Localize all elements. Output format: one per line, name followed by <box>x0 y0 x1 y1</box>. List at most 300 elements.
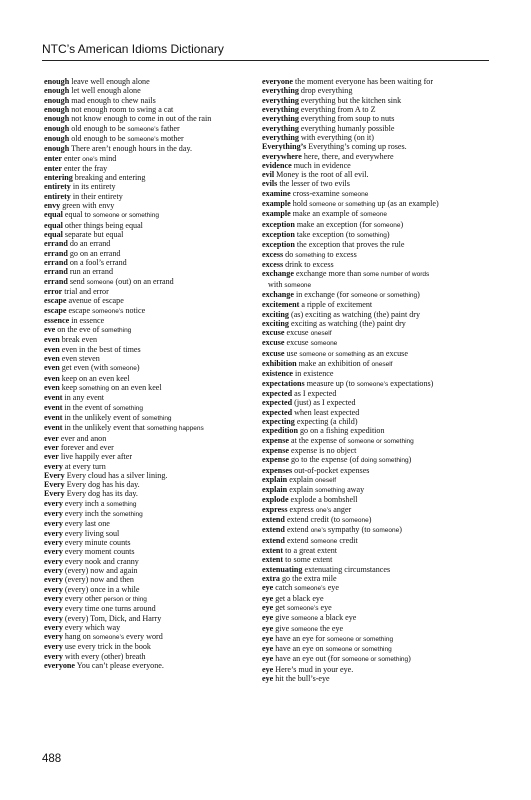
entry-placeholder: some number of words <box>363 271 430 279</box>
entry-keyword: expected <box>262 398 293 408</box>
entry-keyword: excess <box>262 249 284 259</box>
index-entry <box>44 471 256 480</box>
index-entry <box>44 393 256 402</box>
entry-placeholder: doing something <box>360 457 409 465</box>
entry-placeholder: something <box>79 385 110 392</box>
entry-phrase: measure up (to <box>304 378 357 388</box>
entry-keyword: enough <box>44 95 70 105</box>
entry-keyword: every <box>44 584 63 594</box>
index-entry <box>262 654 488 664</box>
entry-keyword: excuse <box>262 338 285 348</box>
entry-phrase: run an errand <box>67 267 113 277</box>
entry-placeholder: something <box>113 404 144 412</box>
entry-keyword: every <box>44 509 63 519</box>
entry-phrase: equal to <box>62 210 93 220</box>
entry-phrase: every minute counts <box>62 538 131 547</box>
index-entry-continuation <box>262 280 488 290</box>
entry-placeholder: someone’s <box>92 634 125 642</box>
entry-keyword: even <box>44 335 60 345</box>
entry-phrase: not enough room to swing a cat <box>69 104 174 114</box>
index-entry <box>262 525 488 535</box>
entry-phrase: extend credit (to <box>284 515 343 525</box>
index-entry <box>44 192 256 201</box>
entry-phrase: drink to excess <box>283 259 334 269</box>
entry-keyword: enter <box>44 153 62 163</box>
entry-phrase: enter <box>61 153 83 163</box>
index-entry <box>44 345 256 354</box>
entry-keyword: every <box>44 593 63 603</box>
entry-keyword: example <box>262 209 291 219</box>
entry-phrase: in their entirety <box>70 191 123 201</box>
entry-keyword: exception <box>262 230 295 239</box>
index-entry <box>262 495 488 504</box>
index-entry <box>262 644 488 654</box>
index-entry <box>262 624 488 634</box>
index-entry <box>44 538 256 547</box>
index-entry <box>44 423 256 433</box>
index-entry <box>262 515 488 525</box>
index-entry <box>262 96 488 105</box>
entry-placeholder: something <box>295 251 326 259</box>
entry-keyword: every <box>44 556 63 566</box>
entry-keyword: escape <box>44 296 67 306</box>
entry-phrase: green with envy <box>60 201 115 211</box>
entry-phrase: Everything’s coming up roses. <box>306 142 407 152</box>
index-entry <box>262 124 488 133</box>
entry-phrase: mad enough to chew nails <box>69 95 156 105</box>
entry-keyword: error <box>44 286 63 296</box>
index-entry <box>262 603 488 613</box>
entry-phrase: get even (with <box>59 363 111 373</box>
entry-phrase: do an errand <box>67 239 111 249</box>
index-entry <box>44 566 256 575</box>
entry-phrase: hit the bull’s-eye <box>273 674 330 684</box>
index-entry <box>44 632 256 642</box>
index-entry <box>262 398 488 407</box>
entry-keyword: ever <box>44 452 59 462</box>
entry-keyword: every <box>44 622 63 632</box>
index-entry <box>262 220 488 230</box>
entry-phrase: up (as an example) <box>375 199 439 209</box>
entry-phrase: Every cloud has a silver lining. <box>64 470 168 480</box>
index-entry <box>262 310 488 319</box>
index-entry <box>44 105 256 114</box>
entry-phrase: with <box>268 279 285 289</box>
entry-keyword: evil <box>262 170 275 180</box>
entry-phrase: use <box>284 348 300 358</box>
entry-keyword: everyone <box>262 77 294 86</box>
entry-phrase: everything humanly possible <box>298 123 395 133</box>
entry-phrase: avenue of escape <box>66 296 124 306</box>
entry-phrase: leave well enough alone <box>69 77 150 86</box>
entry-keyword: even <box>44 354 60 364</box>
entry-placeholder: someone <box>310 537 338 545</box>
index-entry <box>44 575 256 584</box>
entry-phrase: do <box>283 249 296 259</box>
entry-phrase: even steven <box>59 354 100 364</box>
index-entry <box>262 133 488 142</box>
index-entry <box>262 209 488 219</box>
index-entry <box>44 306 256 316</box>
entry-keyword: errand <box>44 276 68 286</box>
entry-keyword: eye <box>262 644 274 654</box>
left-column <box>44 77 256 670</box>
entry-phrase: when least expected <box>292 407 360 417</box>
entry-placeholder: someone <box>360 211 387 219</box>
index-entry <box>262 505 488 515</box>
entry-keyword: Everything’s <box>262 142 307 152</box>
index-entry <box>262 536 488 546</box>
entry-keyword: eye <box>262 623 274 633</box>
index-entry <box>262 114 488 123</box>
entry-placeholder: someone <box>291 625 318 633</box>
index-entry <box>44 403 256 413</box>
index-entry <box>44 443 256 452</box>
entry-phrase: ever and anon <box>58 433 107 443</box>
index-entry <box>262 555 488 564</box>
entry-phrase: in the unlikely event that <box>62 423 147 433</box>
entry-keyword: eye <box>262 613 274 623</box>
entry-phrase: sympathy (to <box>325 525 373 535</box>
entry-keyword: event <box>44 393 63 403</box>
entry-keyword: event <box>44 412 63 422</box>
index-entry <box>44 258 256 267</box>
index-entry <box>262 240 488 249</box>
entry-placeholder: someone <box>310 340 338 348</box>
index-entry <box>44 614 256 623</box>
entry-keyword: every <box>44 613 63 623</box>
entry-placeholder: someone <box>342 517 369 525</box>
entry-phrase: not know enough to come in out of the rain <box>69 114 212 124</box>
entry-phrase: every other <box>62 593 104 603</box>
entry-phrase: go the extra mile <box>279 573 337 583</box>
entry-keyword: extent <box>262 546 284 555</box>
index-entry <box>262 300 488 309</box>
entry-keyword: errand <box>44 257 68 267</box>
entry-placeholder: someone <box>372 527 400 535</box>
entry-keyword: expedition <box>262 426 298 436</box>
entry-keyword: every <box>44 519 63 529</box>
entry-keyword: example <box>262 199 291 209</box>
entry-phrase: get a black eye <box>273 593 324 603</box>
entry-keyword: errand <box>44 267 68 277</box>
entry-phrase: to excess <box>325 249 357 259</box>
entry-phrase: go on a fishing expedition <box>297 426 385 436</box>
index-entry <box>44 489 256 498</box>
entry-phrase: father <box>158 123 180 133</box>
entry-keyword: ever <box>44 442 59 452</box>
index-entry <box>262 613 488 623</box>
index-entry <box>44 134 256 144</box>
entry-phrase: exchange more than <box>293 269 364 279</box>
entry-phrase: hold <box>290 199 310 209</box>
entry-keyword: every <box>44 565 63 575</box>
entry-phrase: break even <box>59 335 98 345</box>
entry-phrase: exciting as watching (the) paint dry <box>288 318 406 328</box>
entry-phrase: use every trick in the book <box>62 642 151 652</box>
entry-phrase: a black eye <box>317 613 357 623</box>
entry-keyword: exciting <box>262 318 289 328</box>
entry-phrase: Money is the root of all evil. <box>274 170 369 180</box>
entry-phrase: mind <box>97 153 117 163</box>
entry-phrase: out-of-pocket expenses <box>292 465 370 475</box>
entry-keyword: event <box>44 402 63 412</box>
index-entry <box>44 652 256 661</box>
entry-keyword: existence <box>262 369 294 379</box>
entry-keyword: eve <box>44 325 56 335</box>
index-entry <box>44 661 256 670</box>
entry-phrase: in exchange (for <box>293 289 352 299</box>
entry-placeholder: oneself <box>315 476 337 484</box>
entry-keyword: Every <box>44 489 65 499</box>
entry-keyword: everything <box>262 132 299 142</box>
entry-phrase: forever and ever <box>58 442 114 452</box>
entry-phrase: explode a bombshell <box>288 495 358 505</box>
entry-phrase: catch <box>273 583 295 593</box>
entry-phrase: (as) exciting as watching (the) paint dry <box>288 309 421 319</box>
index-entry <box>262 77 488 86</box>
entry-placeholder: someone or something <box>347 437 414 445</box>
entry-placeholder: someone or something <box>342 656 409 664</box>
entry-phrase: even in the best of times <box>59 344 141 354</box>
entry-phrase: get <box>273 602 288 612</box>
entry-placeholder: something <box>141 414 172 422</box>
index-entry <box>44 77 256 86</box>
index-entry <box>262 250 488 260</box>
entry-phrase: in existence <box>293 369 334 379</box>
entry-placeholder: someone <box>86 278 114 286</box>
index-entry <box>262 369 488 378</box>
entry-keyword: expecting <box>262 416 295 426</box>
entry-placeholder: someone’s <box>127 125 159 133</box>
entry-phrase: (out) on an errand <box>113 276 174 286</box>
entry-phrase: much in evidence <box>291 160 351 170</box>
index-entry <box>44 452 256 461</box>
entry-keyword: eye <box>262 602 274 612</box>
index-entry <box>262 86 488 95</box>
entry-placeholder: someone or something <box>92 212 159 220</box>
index-entry <box>44 642 256 651</box>
index-entry <box>44 623 256 632</box>
entry-phrase: make an exception (for <box>294 219 374 229</box>
entry-keyword: every <box>44 604 63 614</box>
entry-keyword: extenuating <box>262 564 303 574</box>
entry-keyword: extend <box>262 515 285 525</box>
index-entry <box>262 338 488 348</box>
index-entry <box>44 363 256 373</box>
entry-keyword: explain <box>262 485 288 495</box>
index-entry <box>262 142 488 151</box>
entry-placeholder: person or thing <box>103 595 147 603</box>
index-entry <box>262 189 488 199</box>
entry-phrase: eye <box>318 602 332 612</box>
entry-keyword: every <box>44 498 63 508</box>
entry-phrase: notice <box>123 305 146 315</box>
entry-phrase: cross-examine <box>290 188 342 198</box>
entry-phrase: have an eye on <box>273 644 326 654</box>
header-rule <box>42 60 489 61</box>
index-entry <box>44 221 256 230</box>
entry-keyword: equal <box>44 210 63 220</box>
entry-keyword: expenses <box>262 465 293 475</box>
entry-phrase: Every dog has his day. <box>64 480 140 490</box>
entry-phrase: every which way <box>62 622 121 632</box>
index-entry <box>44 86 256 95</box>
entry-keyword: exchange <box>262 269 294 279</box>
entry-keyword: explode <box>262 495 289 505</box>
entry-phrase: the eye <box>317 623 344 633</box>
index-entry <box>44 434 256 443</box>
entry-phrase: ) <box>400 219 404 229</box>
entry-keyword: eye <box>262 593 274 603</box>
index-entry <box>262 565 488 574</box>
entry-keyword: enough <box>44 144 70 154</box>
index-entry <box>44 374 256 383</box>
entry-keyword: errand <box>44 239 68 249</box>
entry-keyword: expense <box>262 435 289 445</box>
entry-phrase: other things being equal <box>62 220 143 230</box>
entry-phrase: old enough to be <box>69 123 128 133</box>
entry-phrase: eye <box>325 583 339 593</box>
page-number: 488 <box>42 753 62 765</box>
index-entry <box>44 529 256 538</box>
index-entry <box>44 413 256 423</box>
index-entry <box>262 466 488 475</box>
index-entry <box>44 462 256 471</box>
entry-phrase: extend <box>284 525 311 535</box>
entry-keyword: entirety <box>44 191 71 201</box>
entry-phrase: on the eve of <box>55 325 102 335</box>
entry-phrase: old enough to be <box>69 133 128 143</box>
entry-phrase: ) <box>408 654 411 664</box>
entry-phrase: Every dog has its day. <box>64 489 138 499</box>
entry-phrase: in essence <box>69 315 105 325</box>
entry-phrase: let well enough alone <box>69 86 141 96</box>
entry-keyword: excuse <box>262 328 285 338</box>
entry-keyword: Every <box>44 470 65 480</box>
entry-phrase: the lesser of two evils <box>277 179 350 189</box>
entry-keyword: essence <box>44 315 70 325</box>
entry-phrase: in the unlikely event of <box>62 412 142 422</box>
entry-keyword: extra <box>262 573 280 583</box>
entry-placeholder: something <box>106 500 137 508</box>
entry-phrase: away <box>345 485 365 495</box>
entry-phrase: excuse <box>284 338 311 348</box>
entry-phrase: ) <box>386 230 390 239</box>
index-entry <box>262 417 488 426</box>
entry-placeholder: someone <box>284 281 312 289</box>
index-entry <box>44 296 256 305</box>
entry-keyword: enough <box>44 114 70 124</box>
entry-keyword: expected <box>262 407 293 417</box>
running-header: NTC’s American Idioms Dictionary <box>42 42 224 56</box>
index-entry <box>44 594 256 604</box>
entry-phrase: here, there, and everywhere <box>301 151 394 161</box>
index-entry <box>262 485 488 495</box>
entry-phrase: explain <box>287 474 316 484</box>
entry-phrase: ) <box>368 515 372 525</box>
index-entry <box>44 316 256 325</box>
entry-phrase: to some extent <box>283 555 333 565</box>
entry-phrase: (every) once in a while <box>62 584 140 594</box>
entry-keyword: every <box>44 528 63 538</box>
entry-keyword: every <box>44 461 63 471</box>
entry-keyword: enter <box>44 163 62 173</box>
entry-keyword: exchange <box>262 289 294 299</box>
entry-phrase: go to the expense (of <box>288 455 361 465</box>
entry-keyword: entirety <box>44 182 71 192</box>
entry-placeholder: something happens <box>146 425 204 433</box>
index-entry <box>262 379 488 389</box>
entry-keyword: exception <box>262 240 295 250</box>
entry-phrase: every moment counts <box>62 547 135 557</box>
entry-keyword: excuse <box>262 348 285 358</box>
index-entry <box>262 328 488 338</box>
entry-phrase: There aren’t enough hours in the day. <box>69 144 192 154</box>
entry-placeholder: something <box>101 327 132 335</box>
entry-placeholder: someone’s <box>127 135 159 143</box>
entry-phrase: every inch a <box>62 498 107 508</box>
entry-phrase: expense is no object <box>288 445 357 455</box>
entry-phrase: every inch the <box>62 509 113 519</box>
entry-placeholder: something <box>356 232 387 239</box>
entry-phrase: hang on <box>62 632 93 642</box>
entry-keyword: even <box>44 373 60 383</box>
entry-keyword: eye <box>262 633 274 643</box>
entry-phrase: everything from A to Z <box>298 104 376 114</box>
entry-placeholder: someone <box>110 365 137 373</box>
entry-keyword: expected <box>262 389 293 398</box>
index-entry <box>44 557 256 566</box>
index-entry <box>262 290 488 300</box>
entry-placeholder: one’s <box>82 155 98 163</box>
entry-keyword: everyone <box>44 661 76 671</box>
entry-phrase: the exception that proves the rule <box>294 240 405 250</box>
entry-phrase: ) <box>399 525 402 535</box>
entry-phrase: make an example of <box>290 209 361 219</box>
entry-keyword: express <box>262 504 288 514</box>
entry-phrase: breaking and entering <box>72 173 146 183</box>
entry-keyword: eye <box>262 674 274 684</box>
entry-phrase: escape <box>66 305 93 315</box>
index-entry <box>44 354 256 363</box>
index-entry <box>262 161 488 170</box>
entry-placeholder: one’s <box>310 527 326 535</box>
entry-placeholder: someone’s <box>356 380 389 388</box>
entry-phrase: (just) as I expected <box>292 398 356 408</box>
entry-phrase: a ripple of excitement <box>299 300 373 310</box>
entry-phrase: every nook and cranny <box>62 556 139 566</box>
entry-placeholder: something <box>315 487 346 495</box>
entry-placeholder: someone <box>373 221 401 229</box>
entry-phrase: on a fool’s errand <box>67 257 127 267</box>
entry-keyword: eye <box>262 664 274 674</box>
entry-keyword: enough <box>44 123 70 133</box>
entry-keyword: enough <box>44 77 70 86</box>
index-entry <box>262 179 488 188</box>
entry-keyword: even <box>44 344 60 354</box>
entry-keyword: escape <box>44 305 67 315</box>
entry-placeholder: someone or something <box>309 201 376 209</box>
entry-keyword: everything <box>262 114 299 124</box>
index-entry <box>262 105 488 114</box>
entry-keyword: exciting <box>262 309 289 319</box>
index-entry <box>262 269 488 279</box>
entry-placeholder: someone or something <box>351 291 418 299</box>
index-entry <box>262 230 488 240</box>
entry-phrase: live happily ever after <box>58 452 133 462</box>
entry-keyword: enough <box>44 104 70 114</box>
